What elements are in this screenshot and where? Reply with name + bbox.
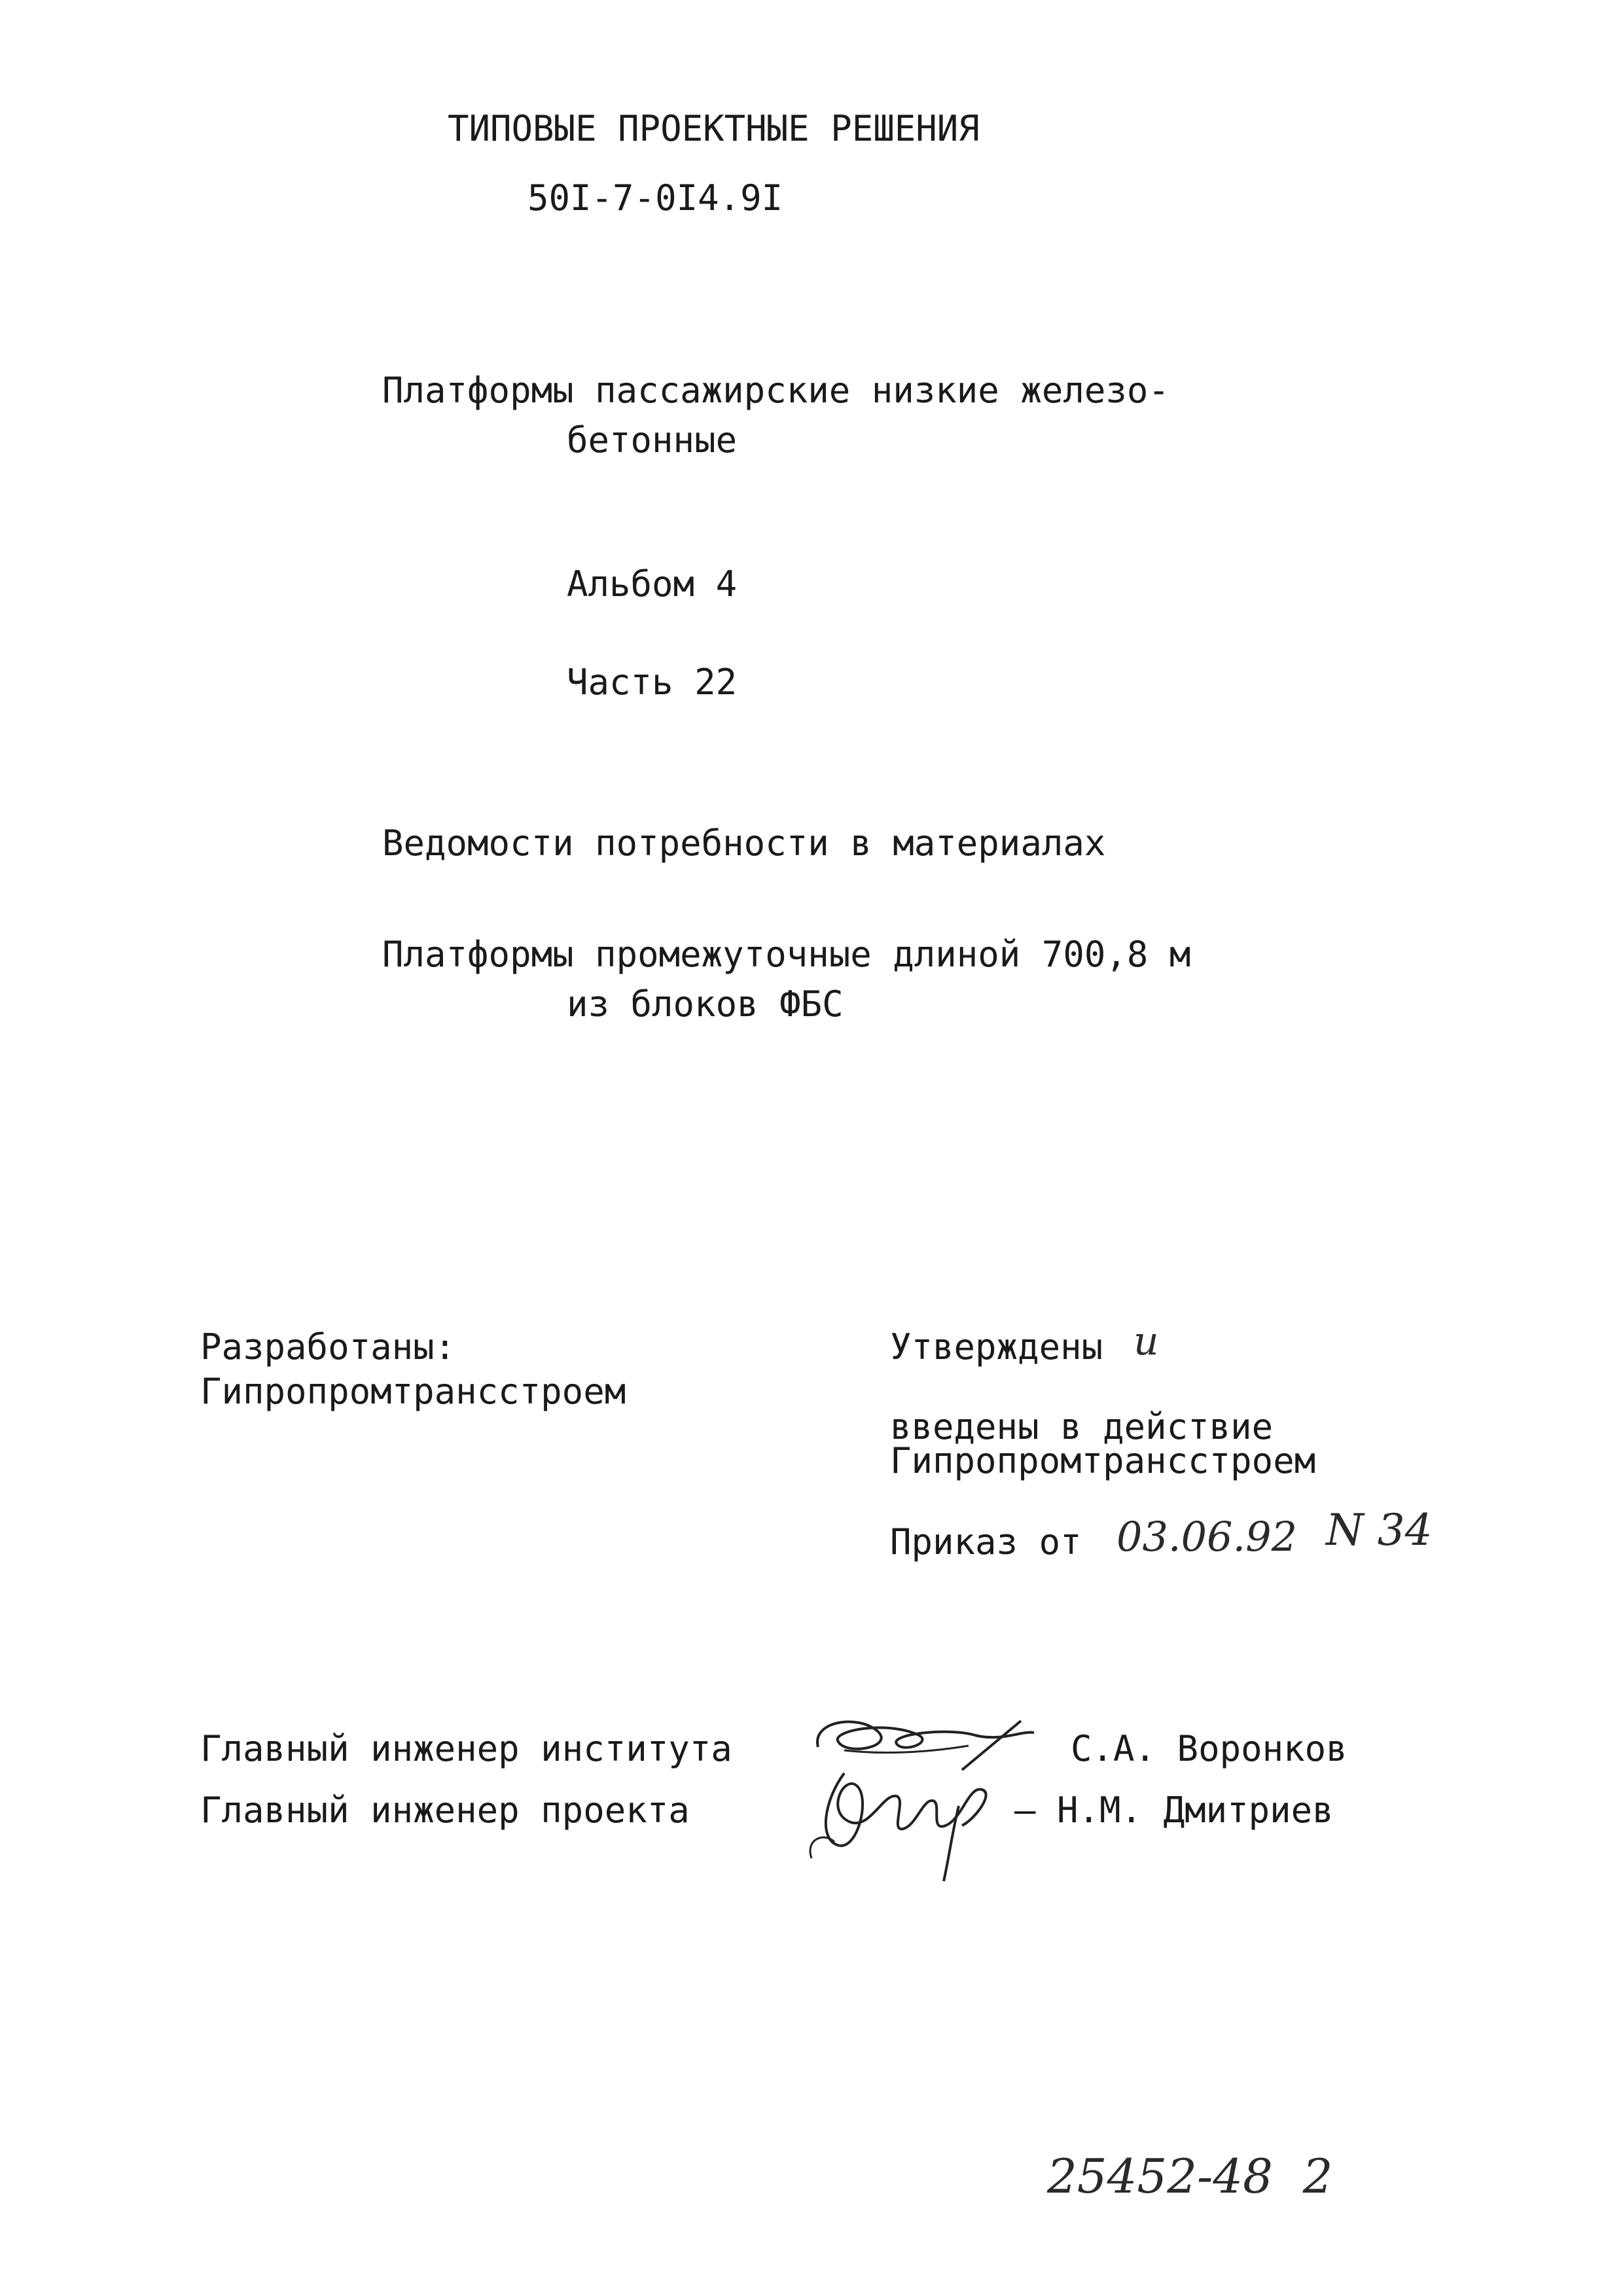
signature-role-1: Главный инженер института xyxy=(200,1728,732,1769)
series-title: ТИПОВЫЕ ПРОЕКТНЫЕ РЕШЕНИЯ xyxy=(448,108,980,149)
order-label: Приказ от xyxy=(890,1521,1082,1563)
developed-org: Гипропромтрансстроем xyxy=(200,1371,626,1412)
description-line2: из блоков ФБС xyxy=(567,983,844,1025)
approved-line3: Гипропромтрансстроем xyxy=(890,1440,1316,1481)
document-title-line2: бетонные xyxy=(567,419,738,461)
approved-handwritten-i: и xyxy=(1133,1318,1159,1364)
approved-line2: введены в действие xyxy=(890,1406,1274,1447)
footer-handwritten-number: 25452-48 2 xyxy=(1047,2149,1333,2204)
order-date: 03.06.92 xyxy=(1116,1513,1298,1561)
approved-line1: Утверждены xyxy=(890,1326,1103,1368)
signature-name-1: С.А. Воронков xyxy=(1071,1728,1347,1769)
signature-role-2: Главный инженер проекта xyxy=(200,1790,690,1831)
series-code: 50I-7-0I4.9I xyxy=(527,177,783,219)
developed-label: Разработаны: xyxy=(200,1326,456,1368)
order-number: N 34 xyxy=(1326,1505,1433,1555)
subject-title: Ведомости потребности в материалах xyxy=(382,822,1106,864)
description-line1: Платформы промежуточные длиной 700,8 м xyxy=(382,934,1191,975)
album-label: Альбом 4 xyxy=(567,563,738,605)
handwritten-signature-2 xyxy=(798,1760,1034,1884)
document-title-line1: Платформы пассажирские низкие железо- xyxy=(382,370,1169,411)
part-label: Часть 22 xyxy=(567,662,738,703)
signature-name-2: – Н.М. Дмитриев xyxy=(1014,1790,1334,1831)
